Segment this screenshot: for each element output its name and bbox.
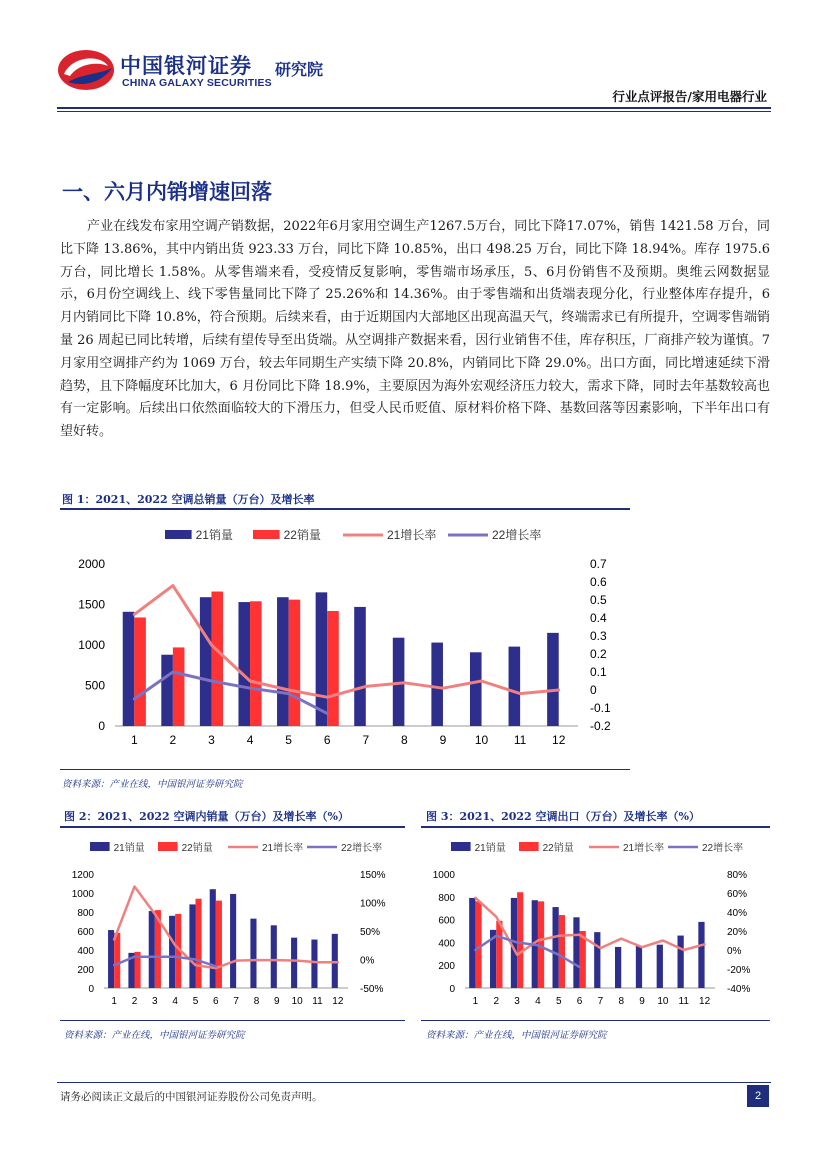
bar-21 — [123, 612, 135, 726]
figure-1-source: 资料来源：产业在线，中国银河证券研究院 — [62, 779, 243, 790]
body-paragraph: 产业在线发布家用空调产销数据，2022年6月家用空调生产1267.5万台，同比下降17.07%，销售 1421.58 万台，同比下降 13.86%，其中内销出货 923.33 万台，同比下降 10.85%，出口 498.25 万台，同比下降 18.94%。库存 1975.6 万台，同比增长 1.58%。从零售端来看，受疫情反复影响，零售端市场承压，5、6月份销售不及预期。奥维云网数据显示，6月份空调线上、线下零售量同比下降了 25.26%和 14.36%。由于零售端和出货端表现分化，行业整体库存提升，6 月内销同比下降 10.8%，符合预期。后续来看，由于近期国内大部地区出现高温天气，终端需求已有所提升，空调零售端销量 26 周起已同比转增，后续有望传导至出货端。从空调排产数据来看，因行业销售不佳，库存积压，厂商排产较为谨慎。7 月家用空调排产约为 1069 万台，较去年同期生产实绩下降 20.8%，内销同比下降 29.0%。出口方面，同比增速延续下滑趋势，且下降幅度环比加大，6 月份同比下降 18.9%，主要原因为海外宏观经济压力较大，需求下降，同时去年基数较高也有一定影响。后续出口依然面临较大的下滑压力，但受人民币贬值、原材料价格下降、基数回落等因素影响，下半年出口有望好转。 — [60, 219, 770, 440]
legend-label: 22增长率 — [702, 843, 744, 854]
y2-tick-label: -0.2 — [590, 719, 611, 733]
company-name-cn: 中国银河证券 — [120, 54, 252, 78]
figure-3-bottom-rule — [421, 1020, 770, 1021]
figure-3-top-rule — [421, 826, 770, 828]
footer-rule — [57, 1082, 771, 1083]
y-tick-label: 200 — [438, 961, 455, 973]
y2-tick-label: 150% — [360, 870, 386, 881]
figure-1-bottom-rule — [60, 769, 630, 770]
y-tick-label: 800 — [438, 892, 455, 904]
bar-21 — [189, 904, 195, 988]
x-tick-label: 8 — [253, 996, 260, 1007]
bar-21 — [594, 932, 600, 988]
bar-22 — [559, 915, 565, 988]
footer-disclaimer: 请务必阅读正文最后的中国银河证券股份公司免责声明。 — [60, 1091, 323, 1103]
x-tick-label: 4 — [535, 996, 541, 1007]
company-logo — [56, 44, 118, 94]
y2-tick-label: 0% — [727, 946, 742, 957]
bar-22 — [327, 611, 339, 726]
y2-tick-label: 0 — [590, 683, 597, 697]
bar-21 — [573, 917, 579, 988]
section-title: 一、六月内销增速回落 — [62, 179, 272, 204]
figure-1-chart — [60, 518, 640, 763]
bar-21 — [615, 947, 621, 988]
figure-3-caption: 图 3：2021、2022 空调出口（万台）及增长率（%） — [426, 810, 700, 823]
legend-label: 21增长率 — [262, 843, 304, 854]
bar-21 — [311, 940, 317, 988]
bar-21 — [271, 925, 277, 988]
x-tick-label: 2 — [493, 996, 500, 1007]
x-tick-label: 1 — [111, 996, 117, 1007]
institute-label: 研究院 — [275, 60, 324, 79]
legend-label: 22销量 — [283, 528, 321, 542]
legend-label: 22销量 — [181, 843, 213, 854]
legend-label: 21销量 — [113, 843, 145, 854]
x-tick-label: 6 — [213, 996, 219, 1007]
x-tick-label: 10 — [657, 996, 669, 1007]
x-tick-label: 3 — [514, 996, 520, 1007]
y-tick-label: 1200 — [71, 870, 94, 881]
figure-2-top-rule — [60, 826, 405, 828]
y-tick-label: 0 — [98, 719, 105, 733]
y-tick-label: 1000 — [78, 638, 105, 652]
x-tick-label: 7 — [597, 996, 604, 1007]
bar-21 — [431, 643, 443, 726]
figure-3-chart — [423, 832, 770, 1017]
bar-21 — [470, 652, 482, 726]
x-tick-label: 7 — [362, 733, 370, 747]
bar-21 — [316, 592, 328, 726]
y2-tick-label: -50% — [360, 984, 384, 995]
figure-2-source: 资料来源：产业在线，中国银河证券研究院 — [64, 1030, 245, 1041]
x-tick-label: 12 — [699, 996, 711, 1007]
bar-22 — [211, 592, 223, 726]
y-tick-label: 0 — [449, 984, 455, 995]
bar-21 — [277, 597, 289, 726]
y2-tick-label: -40% — [727, 984, 751, 995]
y-tick-label: 400 — [438, 938, 455, 950]
y2-tick-label: 0% — [360, 955, 375, 967]
y2-tick-label: -20% — [727, 965, 751, 976]
y2-tick-label: -0.1 — [590, 701, 611, 715]
figure-3-source: 资料来源：产业在线，中国银河证券研究院 — [426, 1030, 607, 1041]
x-tick-label: 8 — [618, 996, 625, 1007]
y-tick-label: 0 — [88, 984, 94, 995]
line-21-growth — [134, 586, 558, 698]
figure-2-bottom-rule — [60, 1020, 405, 1021]
y-tick-label: 500 — [84, 678, 105, 693]
x-tick-label: 9 — [439, 733, 447, 747]
y-tick-label: 600 — [438, 915, 455, 927]
bar-22 — [475, 901, 481, 988]
x-tick-label: 11 — [678, 996, 689, 1007]
bar-21 — [291, 938, 297, 988]
y2-tick-label: 0.7 — [590, 557, 607, 571]
y2-tick-label: 0.5 — [590, 593, 607, 607]
bar-21 — [547, 633, 559, 726]
y2-tick-label: 40% — [727, 908, 748, 919]
line-21-growth — [475, 898, 704, 955]
header-rule — [57, 107, 771, 109]
x-tick-label: 7 — [233, 996, 239, 1007]
legend-label: 21增长率 — [387, 528, 437, 542]
y2-tick-label: 0.4 — [590, 611, 607, 625]
x-tick-label: 3 — [152, 996, 158, 1007]
y2-tick-label: 80% — [727, 870, 748, 881]
x-tick-label: 9 — [274, 996, 280, 1007]
x-tick-label: 4 — [246, 733, 254, 747]
x-tick-label: 6 — [576, 996, 583, 1007]
legend-label: 22增长率 — [492, 528, 542, 542]
y2-tick-label: 20% — [727, 927, 748, 938]
x-tick-label: 5 — [285, 733, 292, 747]
x-tick-label: 12 — [332, 996, 344, 1007]
y-tick-label: 600 — [77, 927, 94, 938]
bar-22 — [196, 899, 202, 988]
page-number: 2 — [747, 1085, 769, 1107]
legend-swatch — [90, 842, 110, 851]
bar-21 — [509, 647, 521, 726]
x-tick-label: 2 — [169, 733, 177, 747]
y-tick-label: 1500 — [78, 597, 105, 612]
bar-22 — [517, 892, 523, 988]
x-tick-label: 1 — [472, 996, 479, 1007]
legend-label: 22销量 — [542, 843, 574, 854]
y2-tick-label: 0.1 — [590, 665, 607, 679]
x-tick-label: 10 — [474, 733, 489, 747]
y2-tick-label: 0.6 — [590, 575, 607, 589]
bar-21 — [250, 919, 256, 988]
bar-22 — [289, 600, 301, 726]
x-tick-label: 8 — [401, 733, 408, 747]
y-tick-label: 800 — [77, 908, 94, 919]
x-tick-label: 1 — [130, 733, 138, 747]
x-tick-label: 6 — [323, 733, 331, 747]
bar-22 — [250, 601, 262, 726]
bar-21 — [238, 602, 250, 726]
bar-22 — [173, 647, 185, 726]
bar-22 — [216, 901, 222, 988]
bar-22 — [134, 617, 146, 726]
figure-1-caption: 图 1：2021、2022 空调总销量（万台）及增长率 — [62, 493, 315, 506]
bar-21 — [161, 655, 173, 726]
legend-swatch — [519, 842, 539, 851]
bar-21 — [553, 907, 559, 988]
bar-21 — [469, 898, 475, 988]
legend-swatch — [158, 842, 178, 851]
legend-label: 21增长率 — [623, 843, 665, 854]
bar-21 — [149, 911, 155, 988]
legend-swatch — [253, 530, 280, 539]
bar-21 — [210, 889, 216, 988]
x-tick-label: 5 — [192, 996, 199, 1007]
figure-2-caption: 图 2：2021、2022 空调内销量（万台）及增长率（%） — [64, 810, 349, 823]
x-tick-label: 9 — [639, 996, 645, 1007]
header-rule-thin — [57, 111, 771, 112]
bar-21 — [169, 916, 175, 988]
y-tick-label: 1000 — [432, 870, 455, 881]
bar-21 — [332, 934, 338, 988]
x-tick-label: 11 — [312, 996, 323, 1007]
bar-21 — [657, 945, 663, 988]
y-tick-label: 1000 — [71, 889, 94, 900]
figure-2-chart — [62, 832, 407, 1017]
y2-tick-label: 100% — [360, 898, 386, 910]
bar-21 — [230, 894, 236, 988]
y2-tick-label: 60% — [727, 889, 748, 900]
x-tick-label: 4 — [172, 996, 178, 1007]
company-name-en: CHINA GALAXY SECURITIES — [122, 77, 272, 89]
y2-tick-label: 50% — [360, 927, 381, 938]
x-tick-label: 10 — [291, 996, 303, 1007]
x-tick-label: 11 — [513, 733, 527, 747]
y-tick-label: 2000 — [78, 557, 105, 571]
y-tick-label: 400 — [77, 946, 94, 957]
x-tick-label: 5 — [555, 996, 562, 1007]
report-type: 行业点评报告/家用电器行业 — [612, 89, 767, 104]
legend-swatch — [165, 530, 192, 539]
legend-swatch — [451, 842, 471, 851]
bar-22 — [114, 933, 120, 988]
legend-label: 21销量 — [474, 843, 506, 854]
bar-21 — [678, 936, 684, 988]
x-tick-label: 12 — [552, 733, 566, 747]
bar-21 — [354, 607, 366, 726]
y2-tick-label: 0.2 — [590, 647, 607, 661]
bar-22 — [496, 921, 502, 988]
bar-21 — [698, 922, 704, 988]
bar-21 — [200, 597, 212, 726]
x-tick-label: 3 — [208, 733, 215, 747]
y2-tick-label: 0.3 — [590, 629, 607, 643]
legend-label: 22增长率 — [341, 843, 383, 854]
figure-1-top-rule — [60, 508, 630, 510]
legend-label: 21销量 — [195, 528, 233, 542]
y-tick-label: 200 — [77, 965, 94, 976]
bar-21 — [636, 946, 642, 988]
x-tick-label: 2 — [131, 996, 138, 1007]
